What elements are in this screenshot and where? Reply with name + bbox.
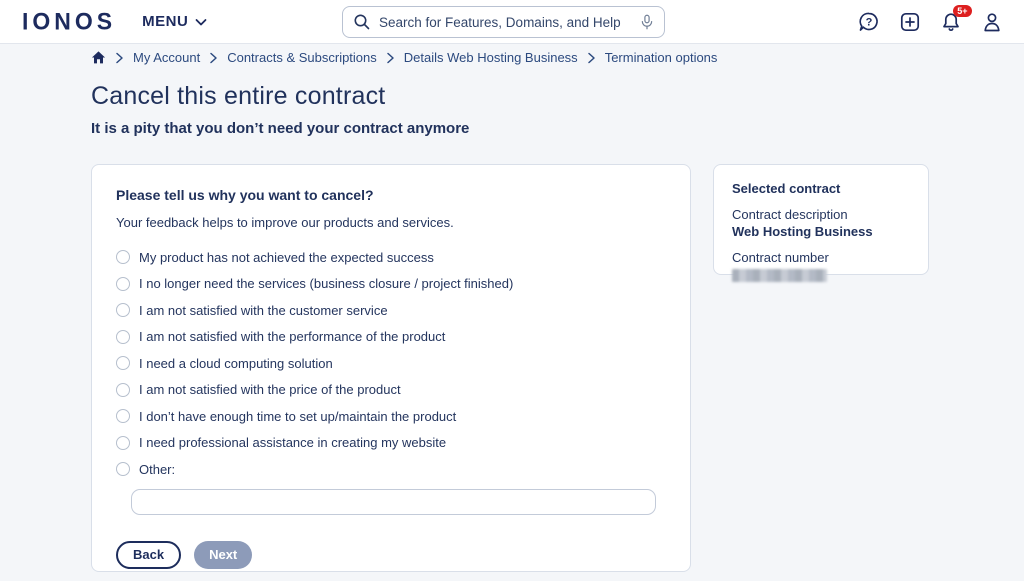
- cancel-reason-radio-group: [116, 250, 666, 476]
- radio-button-icon[interactable]: [116, 462, 130, 476]
- radio-button-icon[interactable]: [116, 409, 130, 423]
- contract-number-label: Contract number: [732, 250, 829, 265]
- microphone-icon[interactable]: [638, 13, 656, 31]
- cancel-reason-option[interactable]: [116, 383, 666, 397]
- contract-description-value: Web Hosting Business: [732, 224, 873, 239]
- home-icon[interactable]: [91, 50, 106, 65]
- cancel-reason-option-label: I am not satisfied with the performance of the product: [139, 329, 446, 344]
- cancel-reason-option[interactable]: [116, 303, 666, 317]
- cancel-reason-option-label: My product has not achieved the expected success: [139, 249, 434, 265]
- selected-contract-title: Selected contract: [732, 181, 841, 196]
- breadcrumb-item: [115, 50, 200, 65]
- next-button[interactable]: Next: [194, 541, 252, 569]
- form-subheading: Your feedback helps to improve our products and services.: [116, 215, 454, 230]
- radio-button-icon[interactable]: [116, 383, 130, 397]
- form-actions: [116, 541, 666, 569]
- breadcrumb-link[interactable]: Details Web Hosting Business: [403, 50, 578, 65]
- other-reason-input[interactable]: [131, 489, 656, 515]
- chevron-right-icon: [115, 52, 124, 64]
- cancel-reason-option-label: I don’t have enough time to set up/maintain the product: [139, 408, 457, 424]
- page-subtitle: It is a pity that you don’t need your contract anymore: [91, 120, 470, 137]
- chevron-right-icon: [209, 52, 218, 64]
- notification-badge: 5+: [953, 5, 972, 17]
- ionos-logo[interactable]: IONOS: [22, 7, 117, 35]
- breadcrumb-item: [209, 50, 377, 65]
- svg-text:?: ?: [865, 16, 873, 29]
- cancel-reason-card: [91, 164, 691, 572]
- global-search[interactable]: [342, 6, 665, 38]
- chevron-right-icon: [386, 52, 395, 64]
- cancel-reason-option-label: Other:: [139, 461, 176, 477]
- radio-button-icon[interactable]: [116, 356, 130, 370]
- cancel-reason-option[interactable]: [116, 330, 666, 344]
- selected-contract-card: [713, 164, 929, 275]
- page-title: Cancel this entire contract: [91, 82, 386, 110]
- cancel-reason-option-label: I need a cloud computing solution: [139, 355, 333, 371]
- cancel-reason-option[interactable]: [116, 277, 666, 291]
- search-input[interactable]: [379, 15, 638, 30]
- account-icon[interactable]: [980, 10, 1004, 34]
- help-icon[interactable]: [857, 10, 881, 34]
- header-icon-group: [857, 0, 1004, 44]
- breadcrumb-item: [386, 50, 578, 65]
- form-heading: Please tell us why you want to cancel?: [116, 187, 374, 203]
- cancel-reason-option-label: I need professional assistance in creating my website: [139, 435, 447, 450]
- radio-button-icon[interactable]: [116, 330, 130, 344]
- breadcrumb-link[interactable]: Termination options: [604, 50, 718, 65]
- cancel-reason-option-label: I am not satisfied with the customer service: [139, 302, 388, 318]
- top-header: [0, 0, 1024, 44]
- cancel-reason-option-label: I am not satisfied with the price of the product: [139, 382, 401, 397]
- chevron-down-icon: [194, 15, 208, 29]
- breadcrumb-item: [587, 50, 718, 65]
- add-icon[interactable]: [898, 10, 922, 34]
- breadcrumb-link[interactable]: Contracts & Subscriptions: [227, 50, 377, 65]
- chevron-right-icon: [587, 52, 596, 64]
- search-icon: [353, 13, 371, 31]
- breadcrumb: [91, 50, 717, 65]
- breadcrumb-link[interactable]: My Account: [133, 50, 201, 65]
- back-button[interactable]: Back: [116, 541, 181, 569]
- radio-button-icon[interactable]: [116, 436, 130, 450]
- cancel-reason-option[interactable]: [116, 356, 666, 370]
- cancel-reason-option[interactable]: [116, 462, 666, 476]
- radio-button-icon[interactable]: [116, 303, 130, 317]
- radio-button-icon[interactable]: [116, 277, 130, 291]
- cancel-reason-option-label: I no longer need the services (business closure / project finished): [139, 276, 514, 291]
- notifications-icon[interactable]: [939, 5, 968, 34]
- cancel-reason-option[interactable]: [116, 436, 666, 450]
- menu-button[interactable]: [142, 13, 208, 30]
- contract-number-redacted: [732, 269, 827, 282]
- contract-description-label: Contract description: [732, 207, 848, 222]
- radio-button-icon[interactable]: [116, 250, 130, 264]
- cancel-reason-option[interactable]: [116, 409, 666, 423]
- cancel-reason-option[interactable]: [116, 250, 666, 264]
- menu-button-label: MENU: [142, 13, 189, 30]
